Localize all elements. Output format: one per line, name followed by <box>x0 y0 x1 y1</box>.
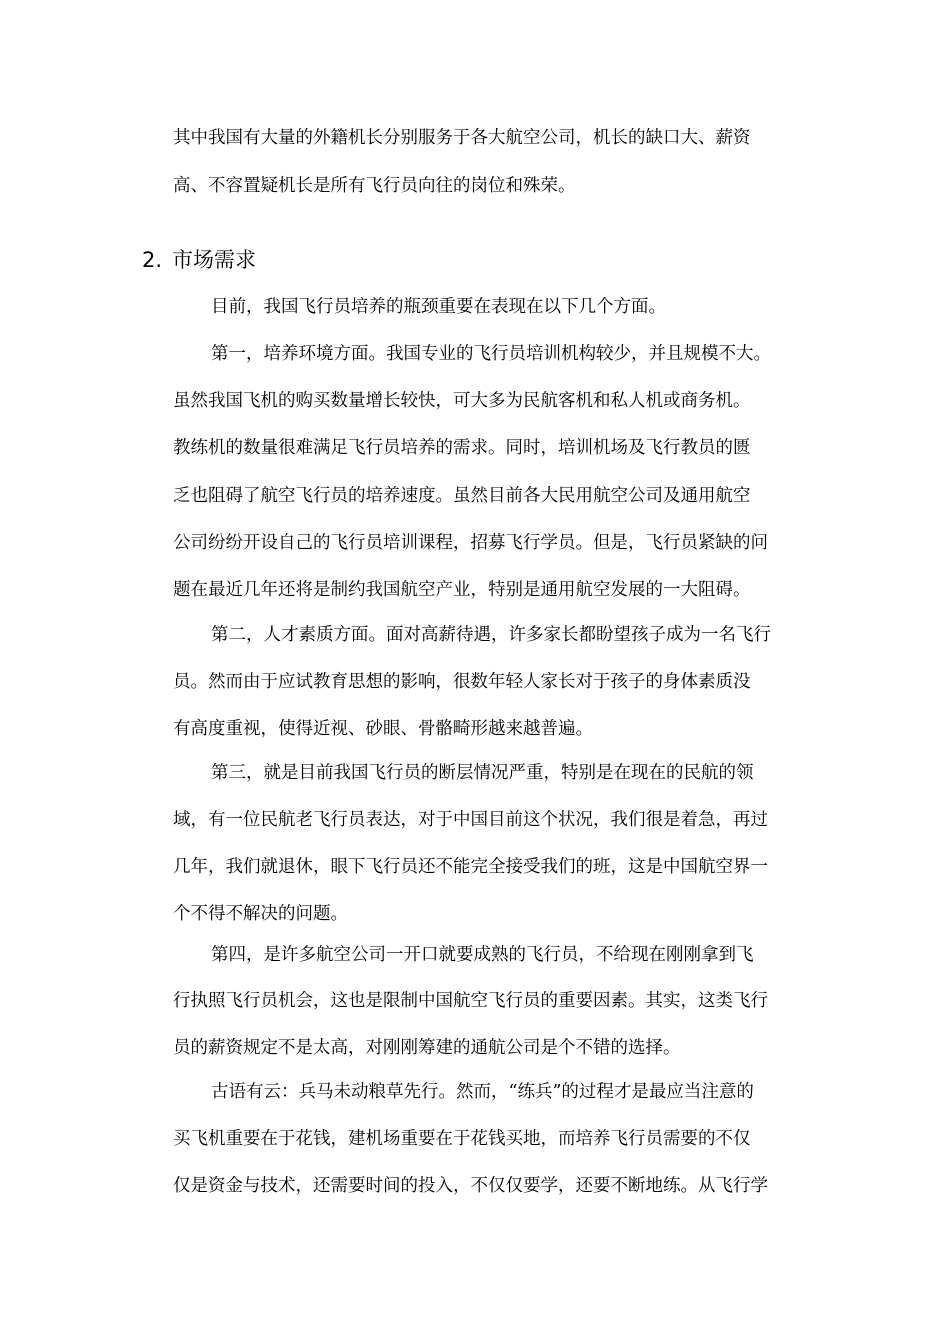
paragraph-line: 题在最近几年还将是制约我国航空产业，特别是通用航空发展的一大阻碍。 <box>173 580 751 600</box>
paragraph-line: 目前，我国飞行员培养的瓶颈重要在表现在以下几个方面。 <box>211 297 666 317</box>
paragraph-line: 域，有一位民航老飞行员表达，对于中国目前这个状况，我们很是着急，再过 <box>173 810 768 830</box>
paragraph-line: 教练机的数量很难满足飞行员培养的需求。同时，培训机场及飞行教员的匮 <box>173 438 751 458</box>
text-line: 其中我国有大量的外籍机长分别服务于各大航空公司，机长的缺口大、薪资 <box>173 128 751 148</box>
paragraph-line: 第一，培养环境方面。我国专业的飞行员培训机构较少，并且规模不大。 <box>211 344 771 364</box>
paragraph-line: 第二，人才素质方面。面对高薪待遇，许多家长都盼望孩子成为一名飞行 <box>211 625 771 645</box>
section-number: 2. <box>142 248 163 272</box>
paragraph-line: 乏也阻碍了航空飞行员的培养速度。虽然目前各大民用航空公司及通用航空 <box>173 486 751 506</box>
paragraph-line: 第三，就是目前我国飞行员的断层情况严重，特别是在现在的民航的领 <box>211 763 754 783</box>
paragraph-line: 员的薪资规定不是太高，对刚刚筹建的通航公司是个不错的选择。 <box>173 1038 681 1058</box>
section-title: 市场需求 <box>172 248 256 272</box>
paragraph-line: 仅是资金与技术，还需要时间的投入，不仅仅要学，还要不断地练。从飞行学 <box>173 1176 768 1196</box>
text-line: 高、不容置疑机长是所有飞行员向往的岗位和殊荣。 <box>173 176 576 196</box>
paragraph-line: 古语有云：兵马未动粮草先行。然而，“练兵”的过程才是最应当注意的 <box>211 1082 754 1102</box>
paragraph-line: 几年，我们就退休，眼下飞行员还不能完全接受我们的班，这是中国航空界一 <box>173 857 768 877</box>
paragraph-line: 行执照飞行员机会，这也是限制中国航空飞行员的重要因素。其实，这类飞行 <box>173 991 768 1011</box>
paragraph-line: 买飞机重要在于花钱，建机场重要在于花钱买地，而培养飞行员需要的不仅 <box>173 1129 751 1149</box>
paragraph-line: 有高度重视，使得近视、砂眼、骨骼畸形越来越普遍。 <box>173 719 593 739</box>
paragraph-line: 员。然而由于应试教育思想的影响，很数年轻人家长对于孩子的身体素质没 <box>173 672 751 692</box>
paragraph-line: 个不得不解决的问题。 <box>173 904 348 924</box>
paragraph-line: 虽然我国飞机的购买数量增长较快，可大多为民航客机和私人机或商务机。 <box>173 391 751 411</box>
section-heading <box>142 247 256 273</box>
paragraph-line: 第四，是许多航空公司一开口就要成熟的飞行员，不给现在刚刚拿到飞 <box>211 945 754 965</box>
paragraph-line: 公司纷纷开设自己的飞行员培训课程，招募飞行学员。但是，飞行员紧缺的问 <box>173 533 768 553</box>
